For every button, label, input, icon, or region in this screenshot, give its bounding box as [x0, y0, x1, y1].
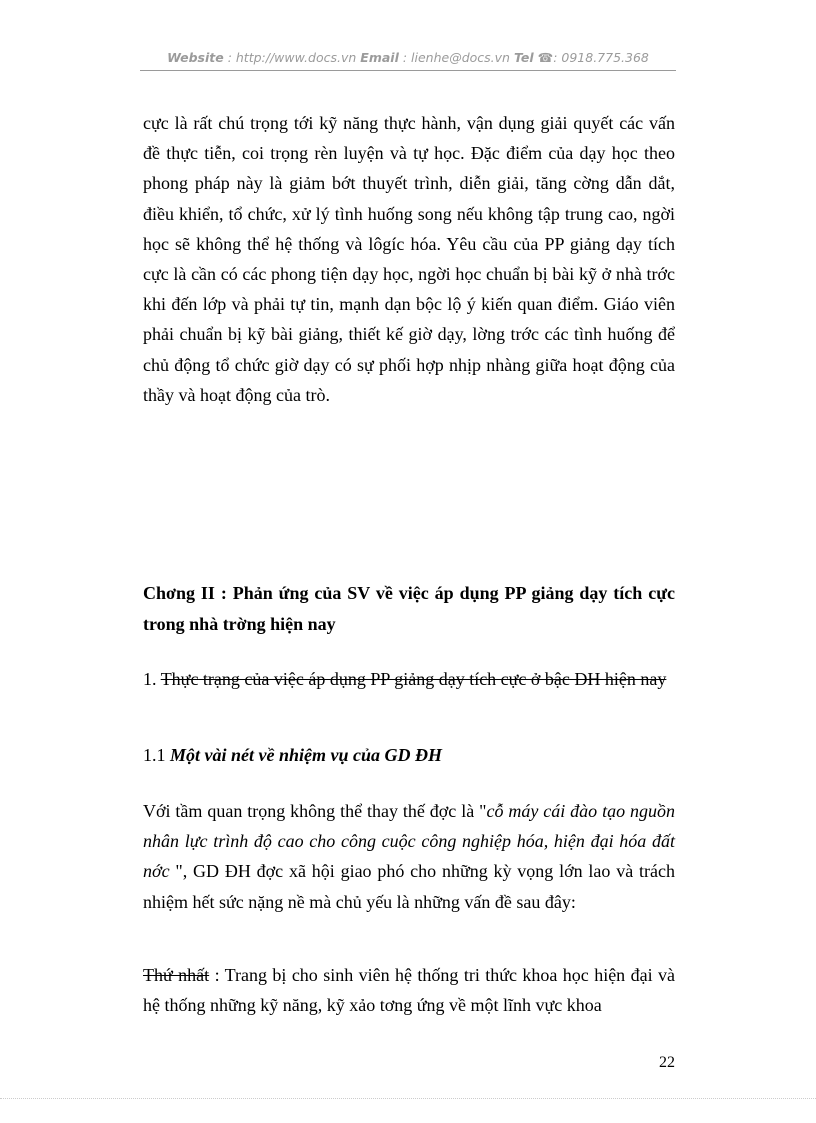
- paragraph-importance-before: Với tầm quan trọng không thể thay thế đợc là ": [143, 801, 487, 821]
- page-header: [140, 50, 676, 65]
- section-title: Thực trạng của việc áp dụng PP giảng dạy tích cực ở bậc ĐH hiện nay: [160, 669, 667, 689]
- header-divider: [140, 70, 676, 71]
- subsection-heading: [143, 745, 675, 766]
- tel-label: Tel: [513, 50, 534, 65]
- subsection-title: Một vài nét về nhiệm vụ của GD ĐH: [170, 745, 442, 765]
- email-value: : lienhe@docs.vn: [402, 50, 510, 65]
- section-number: 1.: [143, 669, 157, 689]
- website-label: Website: [167, 50, 224, 65]
- paragraph-importance-quote: cỗ máy cái đào tạo nguồn nhân lực trình độ cao cho công cuộc công nghiệp hóa, hiện đại hóa đất nớc: [143, 801, 676, 882]
- website-value: : http://www.docs.vn: [227, 50, 357, 65]
- footer-divider: [0, 1098, 816, 1099]
- paragraph-first: [143, 960, 675, 1020]
- paragraph-first-text: : Trang bị cho sinh viên hệ thống tri thức khoa học hiện đại và hệ thống những kỹ năng, kỹ xảo tơng ứng về một lĩnh vực khoa: [143, 965, 675, 1016]
- paragraph-intro: cực là rất chú trọng tới kỹ năng thực hành, vận dụng giải quyết các vấn đề thực tiễn, coi trọng rèn luyện và tự học. Đặc điểm của dạy học theo phong pháp này là giảm bớt thuyết trình, diễn giải, tăng cờng dẫn dắt, điều khiển, tổ chức, xử lý tình huống song nếu không tập trung cao, ngời học sẽ không thể hệ thống và lôgíc hóa. Yêu cầu của PP giảng dạy tích cực là cần có các phong tiện dạy học, ngời học chuẩn bị bài kỹ ở nhà trớc khi đến lớp và phải tự tin, mạnh dạn bộc lộ ý kiến quan điểm. Giáo viên phải chuẩn bị kỹ bài giảng, thiết kế giờ dạy, lờng trớc các tình huống để chủ động tổ chức giờ dạy có sự phối hợp nhịp nhàng giữa hoạt động của thầy và hoạt động của trò.: [143, 113, 675, 405]
- section-heading: [143, 666, 675, 692]
- page-number: 22: [659, 1054, 675, 1071]
- chapter-title: Chơng II : Phản ứng của SV về việc áp dụng PP giảng dạy tích cực trong nhà trờng hiện nay: [143, 583, 675, 634]
- paragraph-first-lead: Thứ nhất: [143, 965, 210, 985]
- subsection-number: 1.1: [143, 745, 166, 765]
- email-label: Email: [360, 50, 399, 65]
- paragraph-importance-after: ", GD ĐH đợc xã hội giao phó cho những kỳ vọng lớn lao và trách nhiệm hết sức nặng nề mà chủ yếu là những vấn đề sau đây:: [143, 861, 675, 912]
- tel-value: ☎: 0918.775.368: [537, 50, 649, 65]
- paragraph-importance: [143, 796, 675, 917]
